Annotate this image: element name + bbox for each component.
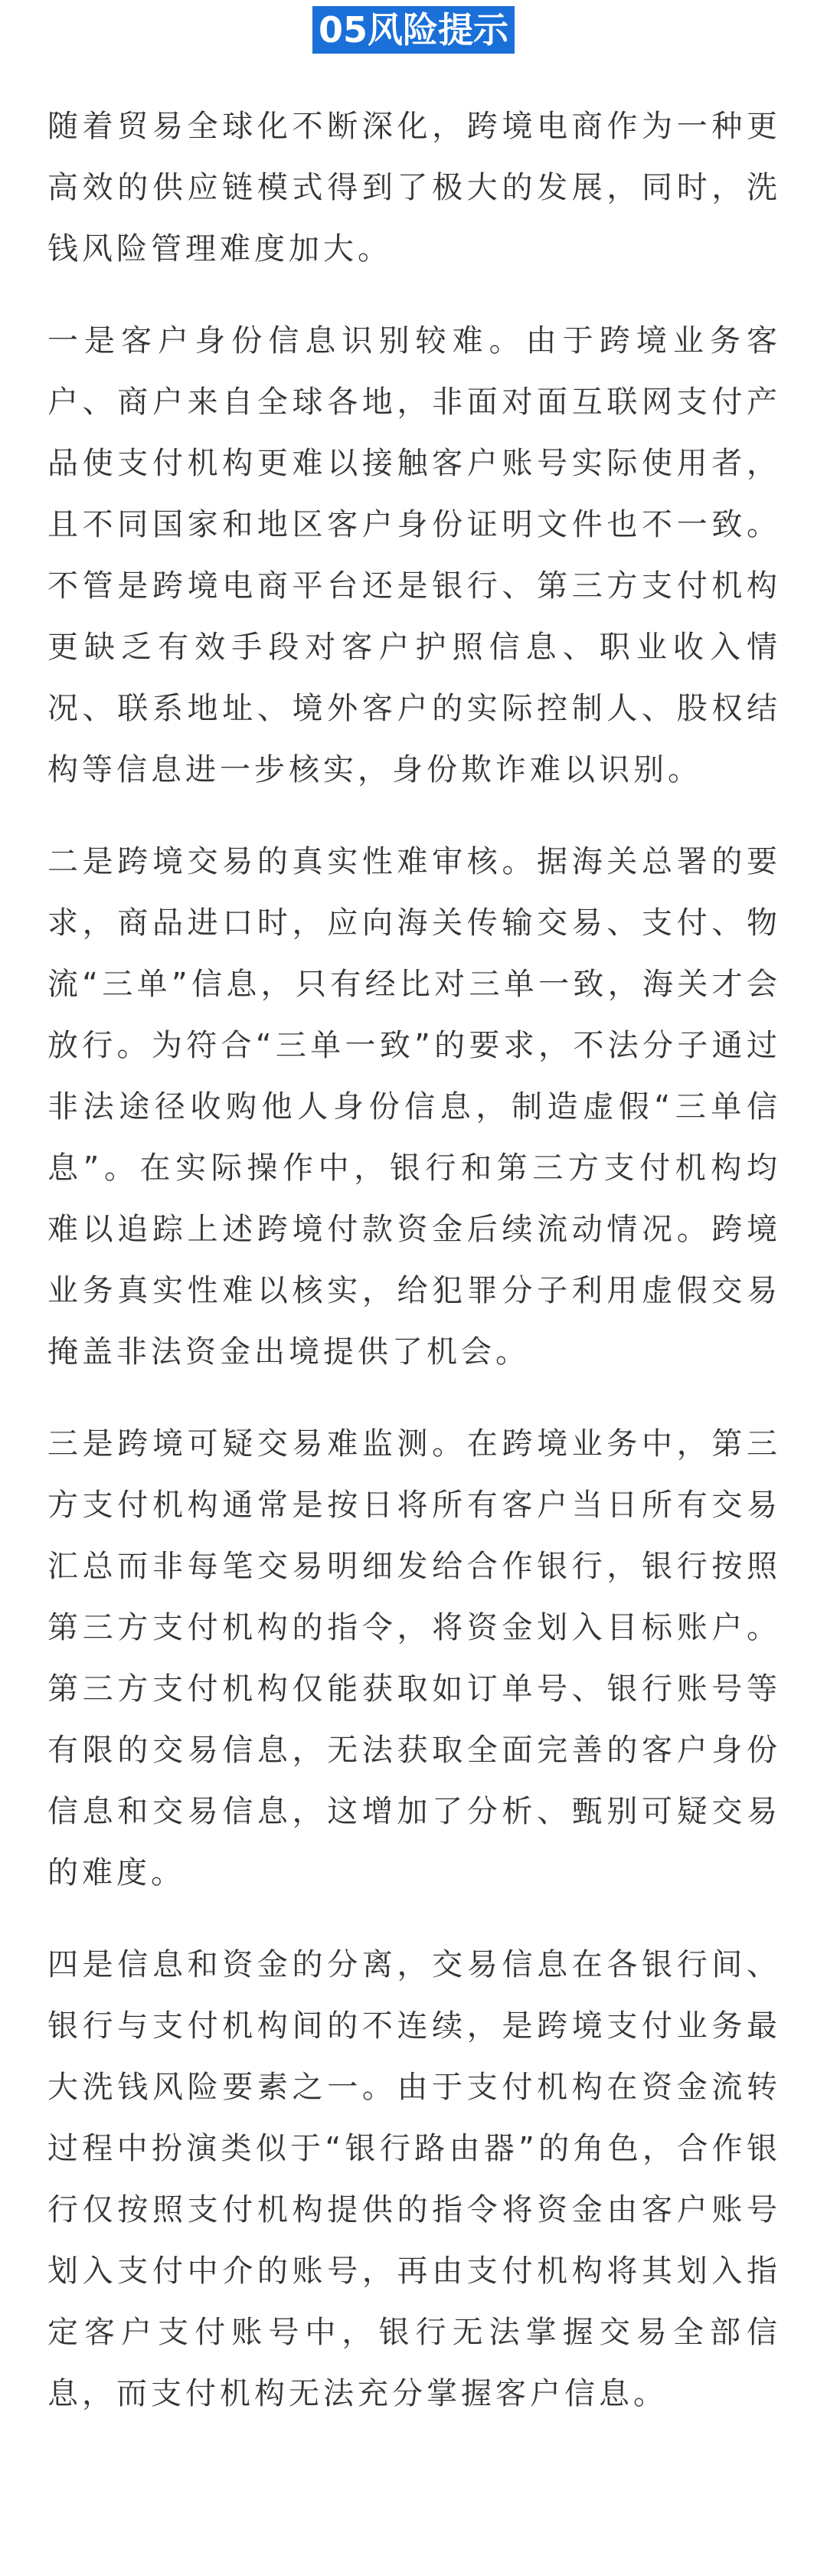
section-title: 05风险提示	[312, 6, 515, 54]
paragraph-monitoring-risk: 三是跨境可疑交易难监测。在跨境业务中，第三方支付机构通常是按日将所有客户当日所有交易汇总而非每笔交易明细发给合作银行，银行按照第三方支付机构的指令，将资金划入目标账户。第三方支付机构仅能获取如订单号、银行账号等有限的交易信息，无法获取全面完善的客户身份信息和交易信息，这增加了分析、甄别可疑交易的难度。	[47, 1426, 781, 1890]
paragraph-separation-risk: 四是信息和资金的分离，交易信息在各银行间、银行与支付机构间的不连续，是跨境支付业务最大洗钱风险要素之一。由于支付机构在资金流转过程中扮演类似于“银行路由器”的角色，合作银行仅按照支付机构提供的指令将资金由客户账号划入支付中介的账号，再由支付机构将其划入指定客户支付账号中，银行无法掌握交易全部信息，而支付机构无法充分掌握客户信息。	[47, 1947, 781, 2411]
paragraph-authenticity-risk: 二是跨境交易的真实性难审核。据海关总署的要求，商品进口时，应向海关传输交易、支付、物流“三单”信息，只有经比对三单一致，海关才会放行。为符合“三单一致”的要求，不法分子通过非法途径收购他人身份信息，制造虚假“三单信息”。在实际操作中，银行和第三方支付机构均难以追踪上述跨境付款资金后续流动情况。跨境业务真实性难以核实，给犯罪分子利用虚假交易掩盖非法资金出境提供了机会。	[47, 844, 781, 1370]
title-wrapper	[0, 6, 827, 54]
paragraph-identity-risk: 一是客户身份信息识别较难。由于跨境业务客户、商户来自全球各地，非面对面互联网支付产品使支付机构更难以接触客户账号实际使用者，且不同国家和地区客户身份证明文件也不一致。不管是跨境电商平台还是银行、第三方支付机构更缺乏有效手段对客户护照信息、职业收入情况、联系地址、境外客户的实际控制人、股权结构等信息进一步核实，身份欺诈难以识别。	[47, 323, 781, 787]
article-body	[47, 96, 781, 2455]
paragraph-intro: 随着贸易全球化不断深化，跨境电商作为一种更高效的供应链模式得到了极大的发展，同时，洗钱风险管理难度加大。	[47, 109, 781, 267]
